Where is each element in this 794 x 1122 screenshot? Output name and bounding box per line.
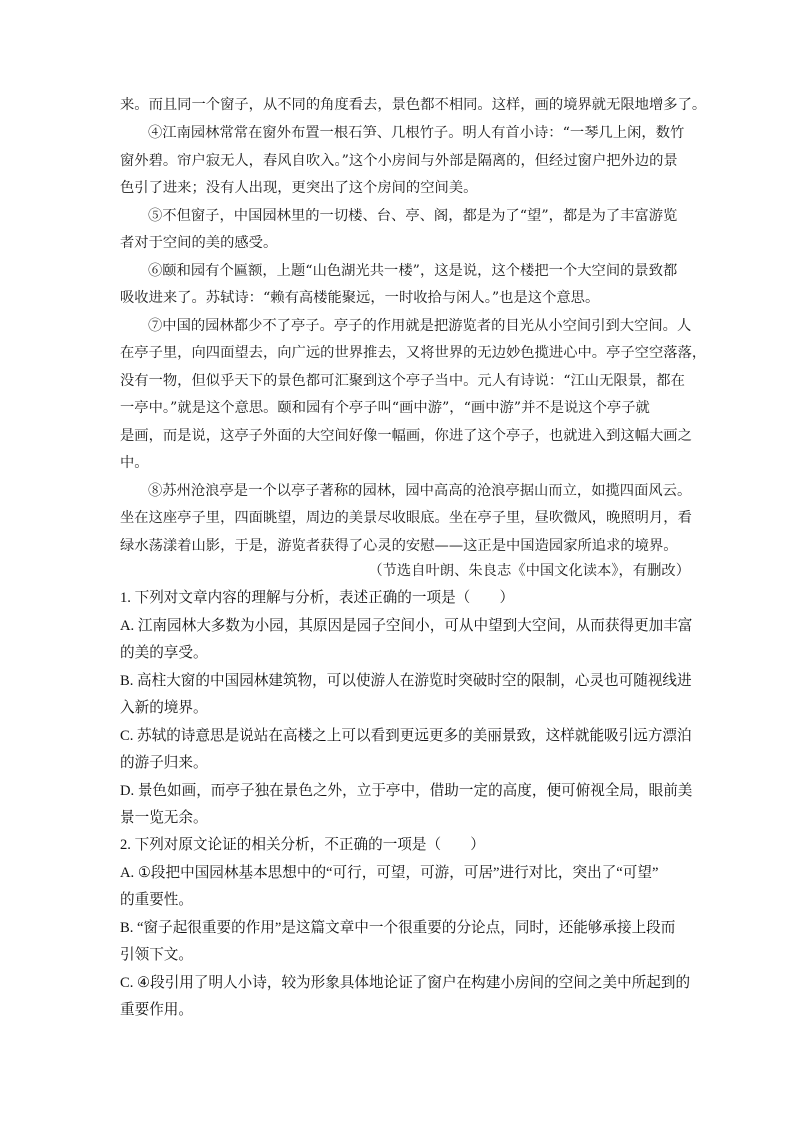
question-1-option-c-cont: 的游子归来。 <box>120 755 208 771</box>
passage-line: 窗外碧。帘户寂无人，春风自吹入。”这个小房间与外部是隔离的，但经过窗户把外边的景 <box>120 153 678 169</box>
question-1-option-a-cont: 的美的享受。 <box>120 645 208 661</box>
passage-line: 中。 <box>120 455 149 471</box>
question-2-option-a: A. ①段把中国园林基本思想中的“可行，可望，可游，可居”进行对比，突出了“可望” <box>120 865 659 881</box>
question-1-option-a: A. 江南园林大多数为小园，其原因是园子空间小，可从中望到大空间，从而获得更加丰富 <box>120 618 693 634</box>
passage-line: 是画，而是说，这亭子外面的大空间好像一幅画，你进了这个亭子，也就进入到这幅大画之 <box>120 428 692 444</box>
question-1-stem: 1. 下列对文章内容的理解与分析，表述正确的一项是（ ） <box>120 590 515 606</box>
passage-line: 在亭子里，向四面望去，向广远的世界推去，又将世界的无边妙色揽进心中。亭子空空落落， <box>120 345 707 361</box>
passage-line: 绿水荡漾着山影，于是，游览者获得了心灵的安慰——这正是中国造园家所追求的境界。 <box>120 538 678 554</box>
question-2-option-c-cont: 重要作用。 <box>120 1002 193 1018</box>
question-2-option-b-cont: 引领下文。 <box>120 947 193 963</box>
question-1-option-d-cont: 景一览无余。 <box>120 810 208 826</box>
question-1-option-c: C. 苏轼的诗意思是说站在高楼之上可以看到更远更多的美丽景致，这样就能吸引远方漂泊 <box>120 728 692 744</box>
question-2-stem: 2. 下列对原文论证的相关分析，不正确的一项是（ ） <box>120 837 485 853</box>
passage-line: 一亭中。”就是这个意思。颐和园有个亭子叫“画中游”，“画中游”并不是说这个亭子就 <box>120 400 650 416</box>
question-1-option-b-cont: 入新的境界。 <box>120 700 208 716</box>
question-2-option-a-cont: 的重要性。 <box>120 892 193 908</box>
passage-line: 坐在这座亭子里，四面眺望，周边的美景尽收眼底。坐在亭子里，昼吹微风，晚照明月，看 <box>120 510 692 526</box>
question-1-option-b: B. 高柱大窗的中国园林建筑物，可以使游人在游览时突破时空的限制，心灵也可随视线进 <box>120 673 692 689</box>
question-1-option-d: D. 景色如画，而亭子独在景色之外，立于亭中，借助一定的高度，便可俯视全局，眼前美 <box>120 783 693 799</box>
passage-line: 来。而且同一个窗子，从不同的角度看去，景色都不相同。这样，画的境界就无限地增多了。 <box>120 97 707 113</box>
passage-line: 没有一物，但似乎天下的景色都可汇聚到这个亭子当中。元人有诗说：“江山无限景，都在 <box>120 373 685 389</box>
question-2-option-c: C. ④段引用了明人小诗，较为形象具体地论证了窗户在构建小房间的空间之美中所起到的 <box>120 975 691 991</box>
passage-line: 吸收进来了。苏轼诗：“赖有高楼能聚远，一时收拾与闲人。”也是这个意思。 <box>120 290 600 306</box>
passage-line: ⑥颐和园有个匾额，上题“山色湖光共一楼”，这是说，这个楼把一个大空间的景致都 <box>148 263 678 279</box>
passage-line: ④江南园林常常在窗外布置一根石笋、几根竹子。明人有首小诗：“一琴几上闲，数竹 <box>148 125 685 141</box>
passage-source: （节选自叶朗、朱良志《中国文化读本》，有删改） <box>368 563 690 579</box>
question-2-option-b: B. “窗子起很重要的作用”是这篇文章中一个很重要的分论点，同时，还能够承接上段而 <box>120 920 676 936</box>
passage-line: ⑧苏州沧浪亭是一个以亭子著称的园林，园中高高的沧浪亭据山而立，如揽四面风云。 <box>148 483 692 499</box>
passage-line: ⑤不但窗子，中国园林里的一切楼、台、亭、阁，都是为了“望”，都是为了丰富游览 <box>148 208 678 224</box>
passage-line: 色引了进来；没有人出现，更突出了这个房间的空间美。 <box>120 180 478 196</box>
passage-line: ⑦中国的园林都少不了亭子。亭子的作用就是把游览者的目光从小空间引到大空间。人 <box>148 318 692 334</box>
passage-line: 者对于空间的美的感受。 <box>120 235 278 251</box>
